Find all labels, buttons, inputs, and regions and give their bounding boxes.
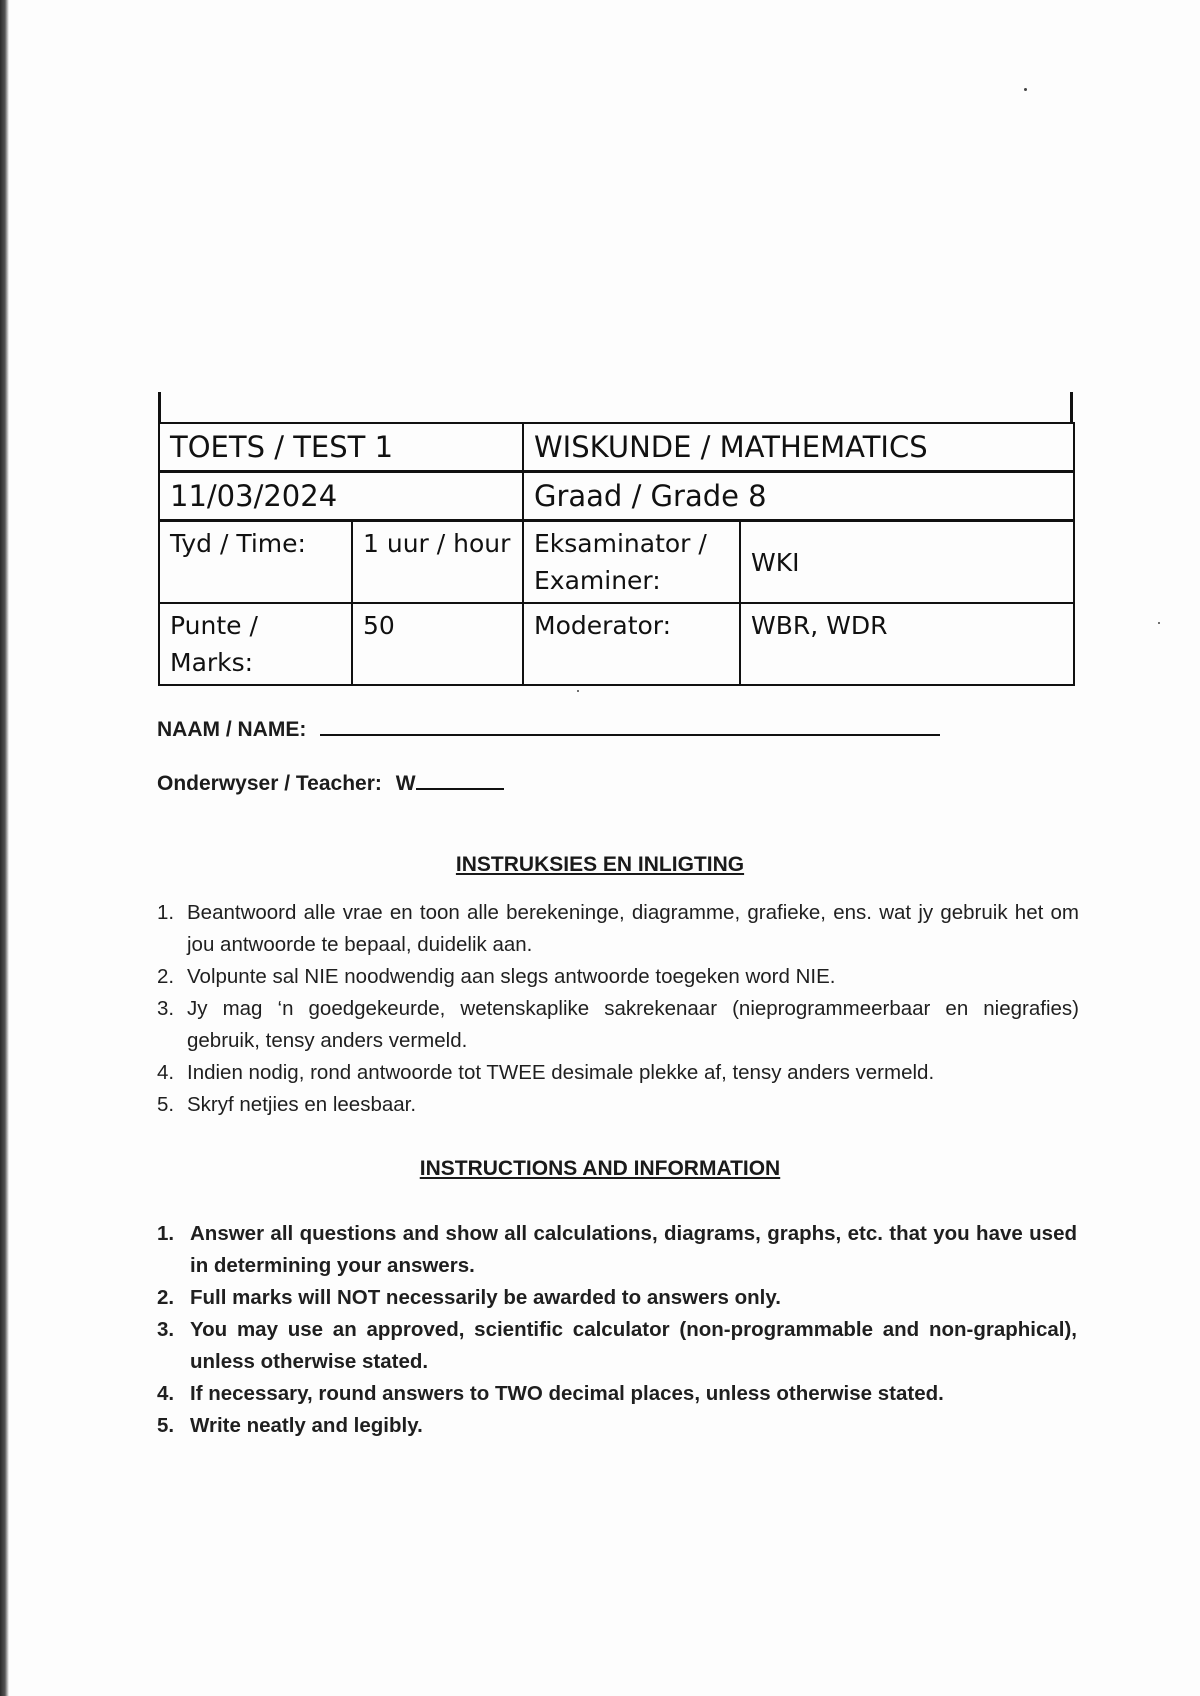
scan-speck [1024,88,1027,91]
heading-instructions-en: INSTRUCTIONS AND INFORMATION [419,1157,781,1180]
name-label: NAAM / NAME: [157,718,307,741]
heading-instructions-af: INSTRUKSIES EN INLIGTING [455,853,745,876]
teacher-label: Onderwyser / Teacher: [157,772,382,795]
scan-edge-shadow [0,0,9,1696]
examiner-label: Eksaminator / Examiner: [523,521,740,604]
teacher-input-line[interactable] [416,772,504,790]
list-item: 5. Skryf netjies en leesbaar. [157,1093,417,1116]
name-input-line[interactable] [320,718,940,736]
grade-label: Graad / Grade 8 [523,472,1074,521]
table-top-rule [158,392,1073,422]
scan-speck [577,690,579,692]
list-item: 4. Indien nodig, rond antwoorde tot TWEE desimale plekke af, tensy anders vermeld. [157,1061,935,1084]
header-row-marks [159,603,1074,685]
time-value: 1 uur / hour [352,521,523,604]
test-label: TOETS / TEST 1 [159,423,523,472]
marks-value: 50 [352,603,523,685]
instructions-list-en [157,1218,1077,1442]
list-item: 4. If necessary, round answers to TWO decimal places, unless otherwise stated. [157,1382,944,1405]
teacher-line [157,772,504,796]
list-item: 1. Beantwoord alle vrae en toon alle berekeninge, diagramme, grafieke, ens. wat jy gebruik het om jou antwoorde te bepaal, duidelik aan. [157,901,1079,956]
list-item: 5. Write neatly and legibly. [157,1414,423,1437]
list-item: 3. Jy mag ‘n goedgekeurde, wetenskaplike sakrekenaar (nieprogrammeerbaar en niegrafies) gebruik, tensy anders vermeld. [157,997,1079,1052]
moderator-label: Moderator: [523,603,740,685]
teacher-prefix: W [395,772,416,795]
header-row-date [159,472,1074,521]
list-item: 1. Answer all questions and show all calculations, diagrams, graphs, etc. that you have used in determining your answers. [157,1222,1077,1277]
test-date: 11/03/2024 [159,472,523,521]
scan-speck [1158,622,1160,624]
header-row-time [159,521,1074,604]
examiner-value: WKI [740,521,1074,604]
list-item: 2. Volpunte sal NIE noodwendig aan slegs antwoorde toegeken word NIE. [157,965,836,988]
instructions-list-af [157,897,1079,1121]
header-row-title [159,423,1074,472]
list-item: 2. Full marks will NOT necessarily be awarded to answers only. [157,1286,781,1309]
list-item: 3. You may use an approved, scientific calculator (non-programmable and non-graphical), unless otherwise stated. [157,1318,1077,1373]
test-header-table [158,422,1075,686]
time-label: Tyd / Time: [159,521,352,604]
marks-label: Punte / Marks: [159,603,352,685]
moderator-value: WBR, WDR [740,603,1074,685]
subject-label: WISKUNDE / MATHEMATICS [523,423,1074,472]
name-line [157,718,940,742]
